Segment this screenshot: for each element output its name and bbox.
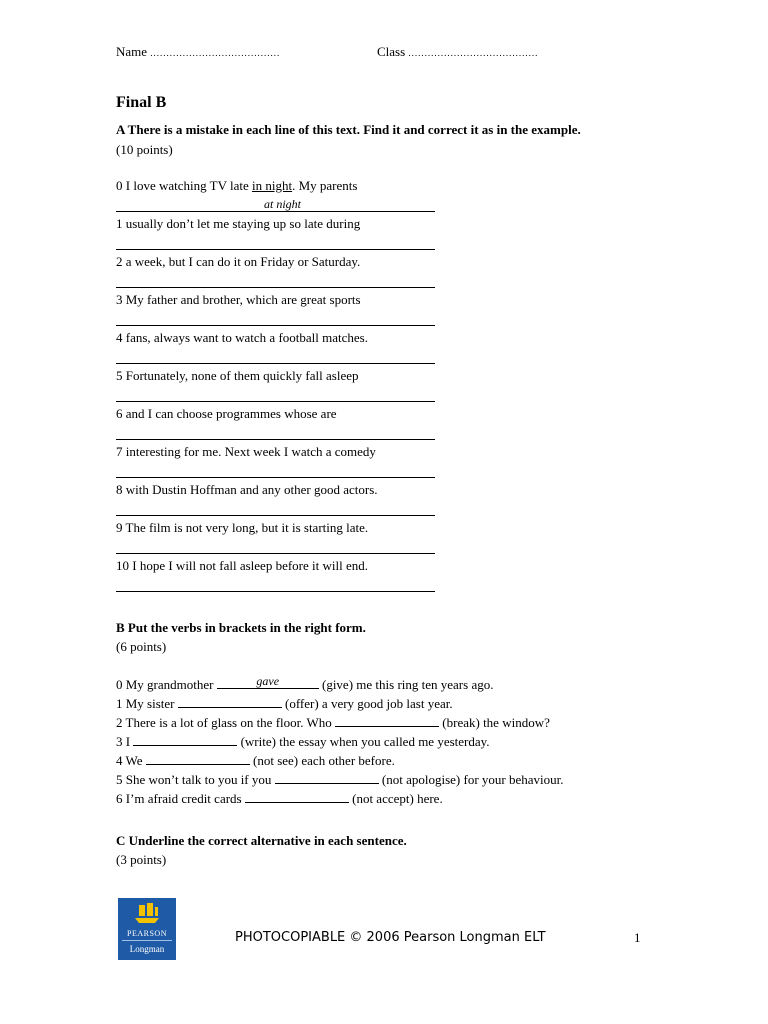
pearson-longman-logo (118, 898, 176, 960)
name-label: Name (116, 44, 148, 59)
correction-answer-line[interactable] (116, 591, 435, 592)
b-item-pre: 6 I’m afraid credit cards (116, 791, 245, 806)
correction-answer-line[interactable] (116, 363, 435, 364)
b-item-blank[interactable] (133, 735, 237, 746)
section-c-points: (3 points) (116, 852, 167, 867)
ship-icon (133, 902, 161, 924)
correction-answer-line[interactable] (116, 515, 435, 516)
b-example-pre: 0 My grandmother (116, 677, 217, 692)
section-a-example-line (116, 178, 357, 194)
b-item-pre: 1 My sister (116, 696, 178, 711)
b-item-pre: 2 There is a lot of glass on the floor. Who (116, 715, 336, 730)
correction-answer-line[interactable] (116, 477, 435, 478)
example-answer: at night (264, 197, 302, 211)
section-a-instruction: A There is a mistake in each line of this text. Find it and correct it as in the example. (116, 122, 581, 137)
section-a-line: 4 fans, always want to watch a football matches. (116, 330, 368, 345)
section-b-item (116, 715, 550, 731)
b-item-post: (not accept) here. (348, 791, 443, 806)
correction-answer-line[interactable] (116, 401, 435, 402)
b-item-blank[interactable] (335, 716, 439, 727)
section-b-item (116, 791, 443, 807)
class-field (377, 44, 538, 60)
b-item-blank[interactable] (245, 792, 349, 803)
section-b-item (116, 772, 563, 788)
b-item-blank[interactable] (275, 773, 379, 784)
b-item-post: (break) the window? (439, 715, 550, 730)
correction-answer-line[interactable] (116, 249, 435, 250)
correction-answer-line[interactable] (116, 287, 435, 288)
section-a-line: 5 Fortunately, none of them quickly fall asleep (116, 368, 359, 383)
b-example-answer: gave (256, 674, 280, 688)
b-example-post: (give) me this ring ten years ago. (318, 677, 494, 692)
section-a-line: 7 interesting for me. Next week I watch a comedy (116, 444, 376, 459)
section-a-line: 6 and I can choose programmes whose are (116, 406, 337, 421)
section-a-line: 3 My father and brother, which are great sports (116, 292, 361, 307)
section-a-line: 8 with Dustin Hoffman and any other good actors. (116, 482, 378, 497)
section-b-item (116, 734, 490, 750)
logo-text-top: PEARSON (127, 929, 167, 938)
section-b-instruction: B Put the verbs in brackets in the right form. (116, 620, 366, 635)
b-item-pre: 5 She won’t talk to you if you (116, 772, 275, 787)
example-mistake: in night (252, 178, 293, 193)
b-item-post: (offer) a very good job last year. (281, 696, 453, 711)
section-b-item (116, 753, 395, 769)
name-field (116, 44, 280, 60)
logo-divider (122, 940, 172, 941)
class-label: Class (377, 44, 406, 59)
class-dots: ........................................ (408, 48, 539, 58)
name-dots: ........................................ (150, 48, 281, 58)
section-a-points: (10 points) (116, 142, 173, 157)
copyright-footer: PHOTOCOPIABLE © 2006 Pearson Longman ELT (235, 930, 546, 945)
correction-answer-line[interactable] (116, 553, 435, 554)
section-a-line: 1 usually don’t let me staying up so late during (116, 216, 361, 231)
section-b-item (116, 696, 453, 712)
b-item-blank[interactable] (146, 754, 250, 765)
example-post: . My parents (292, 178, 358, 193)
b-item-post: (write) the essay when you called me yesterday. (237, 734, 490, 749)
page-title: Final B (116, 94, 167, 111)
b-item-pre: 3 I (116, 734, 134, 749)
correction-answer-line[interactable] (116, 439, 435, 440)
b-item-post: (not apologise) for your behaviour. (378, 772, 564, 787)
logo-text-bottom: Longman (129, 944, 165, 954)
b-item-pre: 4 We (116, 753, 146, 768)
correction-answer-line[interactable] (116, 325, 435, 326)
b-example-blank (217, 674, 319, 689)
example-pre: 0 I love watching TV late (116, 178, 252, 193)
b-item-post: (not see) each other before. (249, 753, 395, 768)
section-a-line: 10 I hope I will not fall asleep before it will end. (116, 558, 368, 573)
b-item-blank[interactable] (178, 697, 282, 708)
section-a-line: 2 a week, but I can do it on Friday or Saturday. (116, 254, 361, 269)
section-a-line: 9 The film is not very long, but it is starting late. (116, 520, 369, 535)
section-b-example (116, 674, 494, 693)
section-c-instruction: C Underline the correct alternative in each sentence. (116, 833, 407, 848)
page-number: 1 (634, 930, 641, 945)
section-b-points: (6 points) (116, 639, 167, 654)
